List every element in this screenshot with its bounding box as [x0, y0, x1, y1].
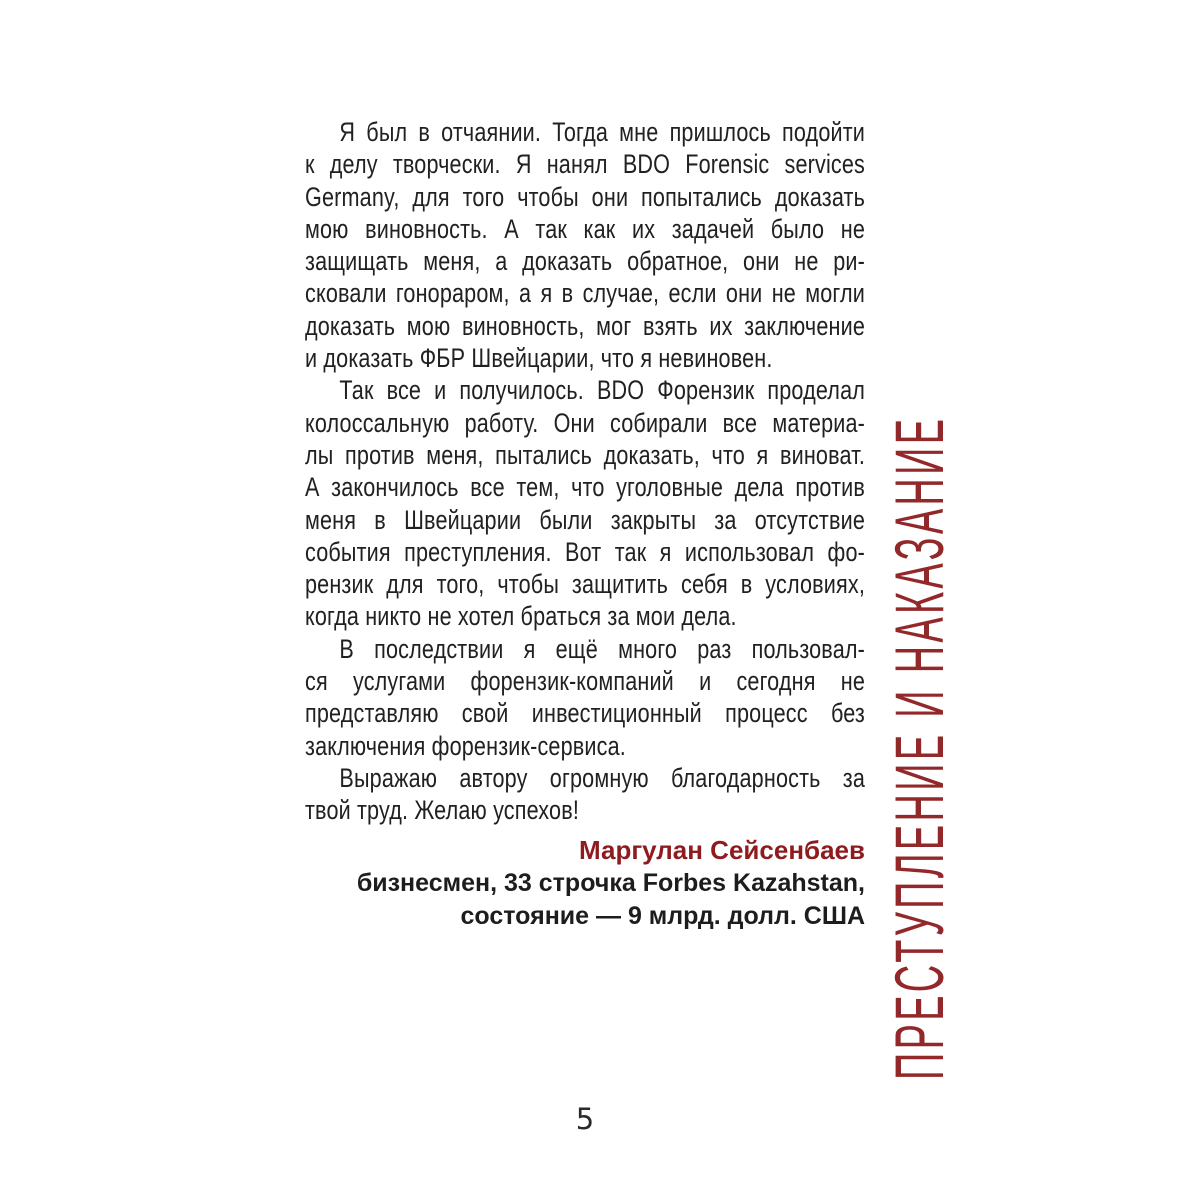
- body-line: Я был в отчаянии. Тогда мне пришлось подойти: [339, 117, 865, 147]
- body-text-block: [305, 116, 865, 827]
- body-line: Выражаю автору огромную благодарность за: [339, 762, 865, 793]
- body-line: заключения форензик-сервиса.: [305, 730, 626, 761]
- signature-name: Маргулан Сейсенбаев: [579, 835, 865, 865]
- body-line: сковали гонораром, а я в случае, если они не могли: [305, 278, 865, 309]
- signature-fortune: состояние — 9 млрд. долл. США: [460, 902, 865, 930]
- signature-block: [305, 833, 865, 933]
- body-text-lines: [305, 116, 865, 827]
- body-line: колоссальную работу. Они собирали все материа-: [305, 407, 865, 438]
- body-line: рензик для того, чтобы защитить себя в условиях,: [305, 569, 865, 600]
- body-line: Так все и получилось. BDO Форензик проделал: [339, 375, 865, 406]
- body-line: лы против меня, пытались доказать, что я виноват.: [305, 439, 865, 470]
- page-number: 5: [575, 1102, 595, 1136]
- body-line: В последствии я ещё много раз пользовал-: [339, 633, 865, 664]
- body-line: твой труд. Желаю успехов!: [305, 795, 579, 826]
- signature-role: бизнесмен, 33 строчка Forbes Kazahstan,: [356, 869, 865, 897]
- body-line: когда никто не хотел браться за мои дела.: [305, 601, 737, 632]
- body-line: доказать мою виновность, мог взять их заключение: [305, 310, 865, 341]
- body-line: меня в Швейцарии были закрыты за отсутствие: [305, 504, 865, 535]
- body-line: Germany, для того чтобы они попытались доказать: [305, 181, 865, 212]
- chapter-title-vertical: ПРЕСТУПЛЕНИЕ И НАКАЗАНИЕ: [881, 415, 958, 1081]
- body-line: представляю свой инвестиционный процесс без: [305, 698, 865, 729]
- body-line: ся услугами форензик-компаний и сегодня не: [305, 666, 865, 697]
- body-line: к делу творчески. Я нанял BDO Forensic services: [305, 149, 865, 180]
- body-line: А закончилось все тем, что уголовные дела против: [305, 472, 865, 503]
- body-line: защищать меня, а доказать обратное, они не ри-: [305, 246, 865, 277]
- body-line: события преступления. Вот так я использовал фо-: [305, 536, 865, 567]
- body-line: и доказать ФБР Швейцарии, что я невиновен.: [305, 343, 773, 374]
- body-line: мою виновность. А так как их задачей было не: [305, 213, 865, 244]
